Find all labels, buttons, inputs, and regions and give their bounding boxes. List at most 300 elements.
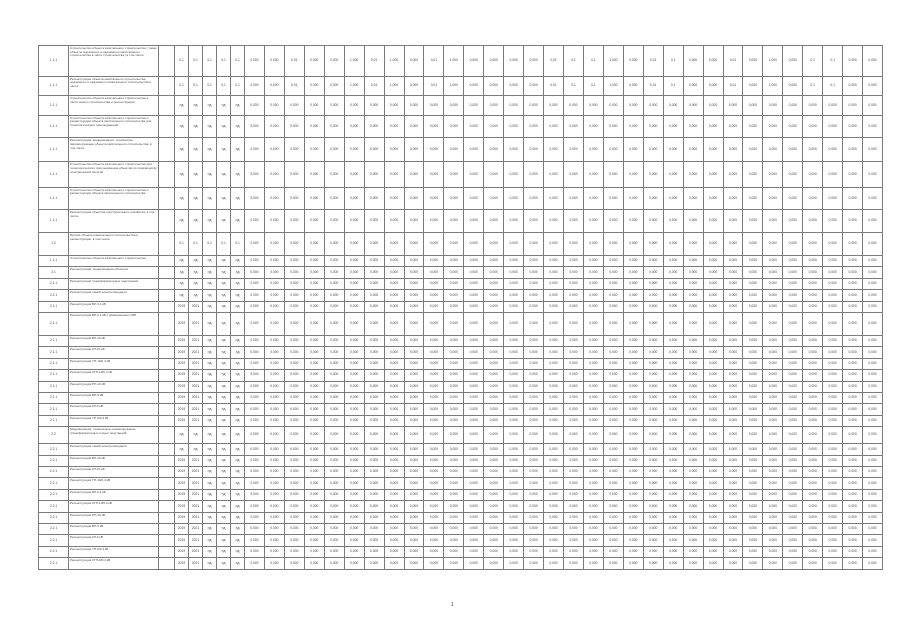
table-cell: 0,000 (464, 404, 484, 415)
table-cell: 0,000 (364, 501, 384, 512)
table-cell: 0,000 (264, 267, 284, 278)
table-cell: 0,000 (683, 455, 703, 466)
table-cell: 0,000 (344, 115, 364, 138)
table-cell: 0,000 (643, 210, 663, 233)
table-cell: 0,000 (424, 210, 444, 233)
table-cell: 0,000 (783, 444, 803, 455)
table-cell: 0,000 (404, 290, 424, 301)
table-cell: 0,000 (484, 138, 504, 162)
table-cell: 0,000 (723, 467, 743, 478)
table-cell: 0,000 (623, 187, 643, 210)
table-cell: нд (217, 467, 231, 478)
table-cell: 0,000 (484, 313, 504, 336)
table-cell: 0,000 (863, 187, 883, 210)
table-cell: 0,000 (763, 96, 783, 115)
table-cell: 0,000 (245, 115, 265, 138)
table-cell: 0,000 (324, 233, 344, 256)
table-row (39, 290, 883, 301)
table-cell: 0,1 (823, 76, 843, 95)
table-cell: 0,000 (843, 210, 863, 233)
table-cell: 0,000 (304, 46, 324, 77)
table-cell: 0,000 (304, 115, 324, 138)
table-cell: 0,000 (643, 162, 663, 187)
table-cell: 0,000 (743, 455, 763, 466)
table-cell: нд (231, 444, 245, 455)
table-cell: 0,000 (783, 558, 803, 570)
table-cell: 0,000 (384, 290, 404, 301)
table-cell: 0,000 (823, 290, 843, 301)
table-cell: 0,000 (484, 524, 504, 535)
table-cell: 0,000 (524, 512, 544, 523)
table-cell: 0,000 (484, 404, 504, 415)
table-cell: 0,000 (464, 524, 484, 535)
table-cell: 0,000 (663, 278, 683, 289)
table-cell: 0,000 (703, 524, 723, 535)
table-cell: нд (189, 210, 203, 233)
table-cell: 0,000 (304, 96, 324, 115)
table-row (39, 381, 883, 392)
table-cell: 0,000 (823, 444, 843, 455)
table-cell: 0,000 (703, 46, 723, 77)
table-row (39, 455, 883, 466)
table-cell: нд (231, 501, 245, 512)
table-cell: нд (231, 489, 245, 500)
table-cell (159, 162, 175, 187)
table-cell: 0,000 (823, 489, 843, 500)
table-cell: 0,000 (863, 558, 883, 570)
table-cell: 0,000 (863, 278, 883, 289)
table-cell: 0,000 (504, 558, 524, 570)
table-cell: 0,000 (544, 501, 564, 512)
table-cell: 0,000 (843, 313, 863, 336)
table-cell: 0,000 (384, 381, 404, 392)
table-cell: 0,000 (544, 404, 564, 415)
row-description: Реконструкция, модернизация объектов (69, 267, 159, 278)
table-cell: 0,000 (324, 524, 344, 535)
table-cell: 0,000 (564, 455, 584, 466)
table-cell: 0,000 (484, 233, 504, 256)
table-cell: 2019 (175, 546, 189, 557)
table-cell: 0,000 (444, 455, 464, 466)
table-cell: 0,000 (703, 335, 723, 346)
table-cell: 0,000 (264, 392, 284, 403)
table-cell: 0,000 (304, 381, 324, 392)
table-cell: 0,000 (284, 162, 304, 187)
table-cell: 0,000 (444, 524, 464, 535)
table-cell: 0,000 (404, 335, 424, 346)
table-cell: 0,000 (484, 96, 504, 115)
table-cell: 0,000 (743, 415, 763, 426)
table-cell: 0,000 (663, 524, 683, 535)
table-cell: 0,000 (344, 404, 364, 415)
table-cell: 0,000 (783, 404, 803, 415)
table-cell: 0,000 (564, 512, 584, 523)
table-cell: 0,01 (364, 76, 384, 95)
table-cell: 0,000 (643, 415, 663, 426)
table-cell: 1,000 (444, 76, 464, 95)
table-cell: 0,000 (464, 115, 484, 138)
table-cell: 0,000 (444, 233, 464, 256)
table-cell: 0,000 (364, 478, 384, 489)
table-cell: 0,000 (504, 347, 524, 358)
table-cell: 0,000 (763, 210, 783, 233)
table-cell: 0,000 (763, 512, 783, 523)
table-cell: нд (189, 138, 203, 162)
table-cell: 0,000 (284, 96, 304, 115)
table-cell: 0,000 (464, 381, 484, 392)
table-cell: 0,000 (843, 524, 863, 535)
table-cell: нд (217, 524, 231, 535)
table-cell: 0,000 (564, 381, 584, 392)
table-cell: 0,000 (344, 96, 364, 115)
table-cell: 0,000 (703, 96, 723, 115)
table-cell: 2021 (189, 546, 203, 557)
table-cell: 0,000 (245, 535, 265, 546)
table-cell: 0,000 (803, 162, 823, 187)
table-cell: 0,000 (424, 313, 444, 336)
table-cell: 1,000 (603, 76, 623, 95)
table-cell: 0,000 (404, 467, 424, 478)
table-cell: 0,000 (663, 210, 683, 233)
row-code: 2.2.1 (39, 489, 69, 500)
table-cell: 0,000 (564, 256, 584, 267)
table-cell: 0,000 (743, 46, 763, 77)
table-cell: 2021 (189, 524, 203, 535)
table-cell: 0,000 (583, 210, 603, 233)
table-cell: 0,000 (404, 444, 424, 455)
table-cell: 0,000 (304, 210, 324, 233)
table-cell: 0,000 (544, 358, 564, 369)
table-cell: 0,000 (663, 512, 683, 523)
table-cell: 0,000 (564, 115, 584, 138)
table-cell: 0,000 (583, 138, 603, 162)
row-description: Реконструкция, модернизация, техническое перевооружение объекта капитального строительства, в том числе (69, 138, 159, 162)
table-cell: 2019 (175, 535, 189, 546)
table-cell: нд (203, 301, 217, 312)
table-cell: 0,000 (384, 210, 404, 233)
table-cell: 0,000 (583, 381, 603, 392)
table-cell: 0,000 (484, 467, 504, 478)
table-cell: 0,000 (524, 467, 544, 478)
table-row (39, 76, 883, 95)
table-cell: 0,000 (504, 427, 524, 444)
row-code: 2.2 (39, 427, 69, 444)
table-cell (159, 138, 175, 162)
table-cell: 0,1 (231, 233, 245, 256)
table-cell: 0,000 (823, 546, 843, 557)
table-cell: 0,000 (663, 187, 683, 210)
table-cell: 2021 (189, 501, 203, 512)
table-cell: 0,000 (823, 478, 843, 489)
table-cell: 0,000 (683, 381, 703, 392)
row-description: Реконструкция РП-10 кВ (69, 381, 159, 392)
table-cell: 0,000 (643, 535, 663, 546)
row-code: 2.2.1 (39, 512, 69, 523)
table-cell: 0,000 (663, 546, 683, 557)
table-cell: нд (203, 290, 217, 301)
table-cell: 0,000 (643, 512, 663, 523)
table-cell: 0,000 (863, 415, 883, 426)
table-cell: нд (217, 138, 231, 162)
row-description: Реконструкция ТП-6/0,4 кВ (69, 415, 159, 426)
table-cell: 0,000 (823, 233, 843, 256)
table-cell: 0,000 (863, 301, 883, 312)
table-cell: 0,000 (424, 187, 444, 210)
table-cell: нд (217, 404, 231, 415)
table-cell: 0,000 (464, 347, 484, 358)
table-cell: 0,000 (464, 467, 484, 478)
table-cell: 0,000 (783, 427, 803, 444)
table-cell: 0,000 (304, 524, 324, 535)
table-cell: нд (231, 478, 245, 489)
table-cell: 0,000 (544, 290, 564, 301)
table-cell: 0,000 (743, 444, 763, 455)
table-cell: 0,000 (683, 278, 703, 289)
table-cell: 0,000 (384, 546, 404, 557)
table-cell: 0,000 (384, 335, 404, 346)
table-cell: 0,000 (564, 267, 584, 278)
table-cell: 0,000 (763, 546, 783, 557)
table-cell: 0,000 (444, 96, 464, 115)
table-cell: 0,000 (344, 210, 364, 233)
table-cell: 0,000 (364, 162, 384, 187)
table-cell: 0,000 (643, 501, 663, 512)
table-cell: 0,000 (264, 489, 284, 500)
table-cell: 0,000 (284, 347, 304, 358)
table-cell: 0,000 (564, 444, 584, 455)
table-cell: нд (203, 267, 217, 278)
page-number: 1 (451, 602, 454, 608)
table-cell: 0,01 (424, 76, 444, 95)
table-cell: 0,000 (763, 115, 783, 138)
table-cell: 0,000 (743, 404, 763, 415)
table-cell: 0,000 (264, 46, 284, 77)
table-cell: 0,000 (404, 46, 424, 77)
table-cell: 0,000 (703, 535, 723, 546)
table-cell: 2019 (175, 392, 189, 403)
table-cell: 0,000 (504, 138, 524, 162)
table-cell: 0,000 (564, 162, 584, 187)
table-cell: 0,000 (783, 478, 803, 489)
table-cell: 0,000 (324, 370, 344, 381)
table-cell: 0,000 (524, 546, 544, 557)
table-cell: 0,000 (763, 467, 783, 478)
table-cell: 0,000 (544, 301, 564, 312)
table-cell: 0,000 (603, 358, 623, 369)
table-cell: 2019 (175, 467, 189, 478)
table-cell: 0,000 (623, 392, 643, 403)
table-cell: 2019 (175, 415, 189, 426)
table-cell: 0,000 (564, 427, 584, 444)
table-cell: 0,000 (703, 347, 723, 358)
table-cell: 0,000 (803, 404, 823, 415)
table-cell: 0,000 (863, 358, 883, 369)
table-cell: нд (231, 358, 245, 369)
table-cell: 0,000 (484, 535, 504, 546)
row-code: 2.2.1 (39, 455, 69, 466)
table-cell: 0,000 (743, 115, 763, 138)
table-cell: 0,000 (504, 233, 524, 256)
table-cell: 0,000 (823, 210, 843, 233)
table-cell: 0,000 (823, 115, 843, 138)
table-cell: 0,000 (284, 290, 304, 301)
table-cell: нд (189, 162, 203, 187)
table-cell: 0,000 (444, 404, 464, 415)
table-cell: нд (189, 267, 203, 278)
table-cell: 0,000 (245, 347, 265, 358)
table-cell: 0,000 (803, 370, 823, 381)
table-cell: 0,000 (464, 335, 484, 346)
table-cell: 0,000 (324, 427, 344, 444)
table-cell: 2019 (175, 358, 189, 369)
table-cell: нд (189, 115, 203, 138)
table-cell: 0,000 (404, 76, 424, 95)
table-cell: 0,000 (603, 489, 623, 500)
table-cell: нд (203, 313, 217, 336)
table-cell: 0,000 (703, 358, 723, 369)
table-cell: нд (217, 347, 231, 358)
table-cell: нд (203, 187, 217, 210)
table-cell: 0,000 (683, 370, 703, 381)
table-cell: нд (231, 558, 245, 570)
table-cell: 0,000 (564, 301, 584, 312)
table-cell: 0,000 (424, 415, 444, 426)
table-cell: 0,000 (364, 96, 384, 115)
table-cell: 0,000 (384, 444, 404, 455)
table-cell: 0,000 (623, 381, 643, 392)
table-cell (159, 489, 175, 500)
table-cell: 0,000 (524, 46, 544, 77)
table-cell: 0,000 (623, 290, 643, 301)
table-cell: 0,000 (284, 404, 304, 415)
table-cell: нд (175, 138, 189, 162)
table-cell: 0,000 (364, 256, 384, 267)
table-cell: 0,000 (304, 347, 324, 358)
table-cell: 0,000 (623, 358, 643, 369)
row-description: Реконструкция КТП-10/0,4 кВ (69, 370, 159, 381)
table-cell: 0,000 (583, 370, 603, 381)
table-cell: 0,000 (663, 301, 683, 312)
table-cell: 0,000 (863, 546, 883, 557)
table-cell: 0,000 (843, 290, 863, 301)
table-cell: 0,000 (703, 444, 723, 455)
row-code: 2.1.1 (39, 381, 69, 392)
row-description: Реконструкция РП-10 кВ (69, 512, 159, 523)
table-cell: 0,000 (464, 290, 484, 301)
table-cell: 0,000 (843, 512, 863, 523)
table-cell: 0,000 (823, 558, 843, 570)
table-cell: 0,000 (364, 233, 384, 256)
table-cell: 0,000 (464, 210, 484, 233)
table-cell: 0,000 (484, 370, 504, 381)
table-cell: 0,000 (743, 267, 763, 278)
table-cell: 0,000 (284, 370, 304, 381)
table-cell: 0,000 (424, 535, 444, 546)
table-cell: 0,000 (424, 478, 444, 489)
table-cell: 0,000 (324, 162, 344, 187)
table-cell: 2021 (189, 415, 203, 426)
table-cell: нд (217, 335, 231, 346)
table-cell: 1,000 (603, 46, 623, 77)
table-cell: 0,000 (803, 313, 823, 336)
table-cell: 0,000 (464, 489, 484, 500)
table-cell: 0,000 (863, 535, 883, 546)
row-code: 2.2.1 (39, 535, 69, 546)
table-cell: 0,000 (583, 558, 603, 570)
table-cell: 0,000 (683, 489, 703, 500)
table-cell: 0,000 (264, 347, 284, 358)
table-cell: 0,000 (424, 335, 444, 346)
table-cell: 0,000 (643, 256, 663, 267)
table-cell: нд (217, 489, 231, 500)
table-cell: 0,000 (245, 381, 265, 392)
table-cell: 0,000 (264, 233, 284, 256)
table-cell: 0,000 (743, 489, 763, 500)
table-cell: 0,000 (484, 444, 504, 455)
table-cell: 0,000 (245, 187, 265, 210)
table-cell: 0,000 (564, 478, 584, 489)
table-cell: 0,000 (384, 501, 404, 512)
table-cell: 0,000 (384, 489, 404, 500)
table-cell: 0,1 (663, 76, 683, 95)
table-cell (159, 46, 175, 77)
table-cell: 0,000 (264, 467, 284, 478)
table-cell: 0,000 (683, 444, 703, 455)
table-cell: 0,1 (217, 76, 231, 95)
table-cell: 0,000 (464, 301, 484, 312)
table-cell: 2021 (189, 335, 203, 346)
table-cell: 0,000 (384, 278, 404, 289)
table-cell: 2019 (175, 335, 189, 346)
table-cell: нд (203, 501, 217, 512)
table-cell: нд (231, 427, 245, 444)
table-cell: 0,000 (344, 347, 364, 358)
table-cell: 0,000 (504, 115, 524, 138)
table-cell: 0,1 (231, 46, 245, 77)
row-description: Реконструкция ВЛ-6 кВ (69, 524, 159, 535)
table-cell: 0,000 (763, 444, 783, 455)
table-cell: нд (189, 187, 203, 210)
table-cell: 0,000 (264, 256, 284, 267)
table-cell: 0,000 (703, 501, 723, 512)
table-cell: 0,000 (484, 427, 504, 444)
table-cell: 0,000 (344, 444, 364, 455)
table-cell: 0,000 (843, 96, 863, 115)
table-cell (159, 392, 175, 403)
table-cell (159, 370, 175, 381)
table-cell: 1,000 (763, 76, 783, 95)
table-cell: 0,000 (743, 335, 763, 346)
table-cell: 0,000 (643, 313, 663, 336)
table-cell: нд (203, 546, 217, 557)
table-cell (159, 524, 175, 535)
table-cell: нд (203, 381, 217, 392)
table-cell: 0,1 (189, 76, 203, 95)
table-cell: 0,000 (803, 489, 823, 500)
table-cell: 0,000 (464, 415, 484, 426)
table-cell: 0,1 (175, 46, 189, 77)
table-cell: нд (175, 427, 189, 444)
table-cell: 0,000 (245, 278, 265, 289)
table-cell: 0,000 (504, 76, 524, 95)
table-cell: 0,000 (603, 370, 623, 381)
table-cell: нд (231, 115, 245, 138)
table-cell: 0,000 (304, 162, 324, 187)
table-cell: нд (217, 392, 231, 403)
table-cell: 0,000 (245, 489, 265, 500)
table-cell: 0,000 (264, 381, 284, 392)
table-cell (159, 404, 175, 415)
